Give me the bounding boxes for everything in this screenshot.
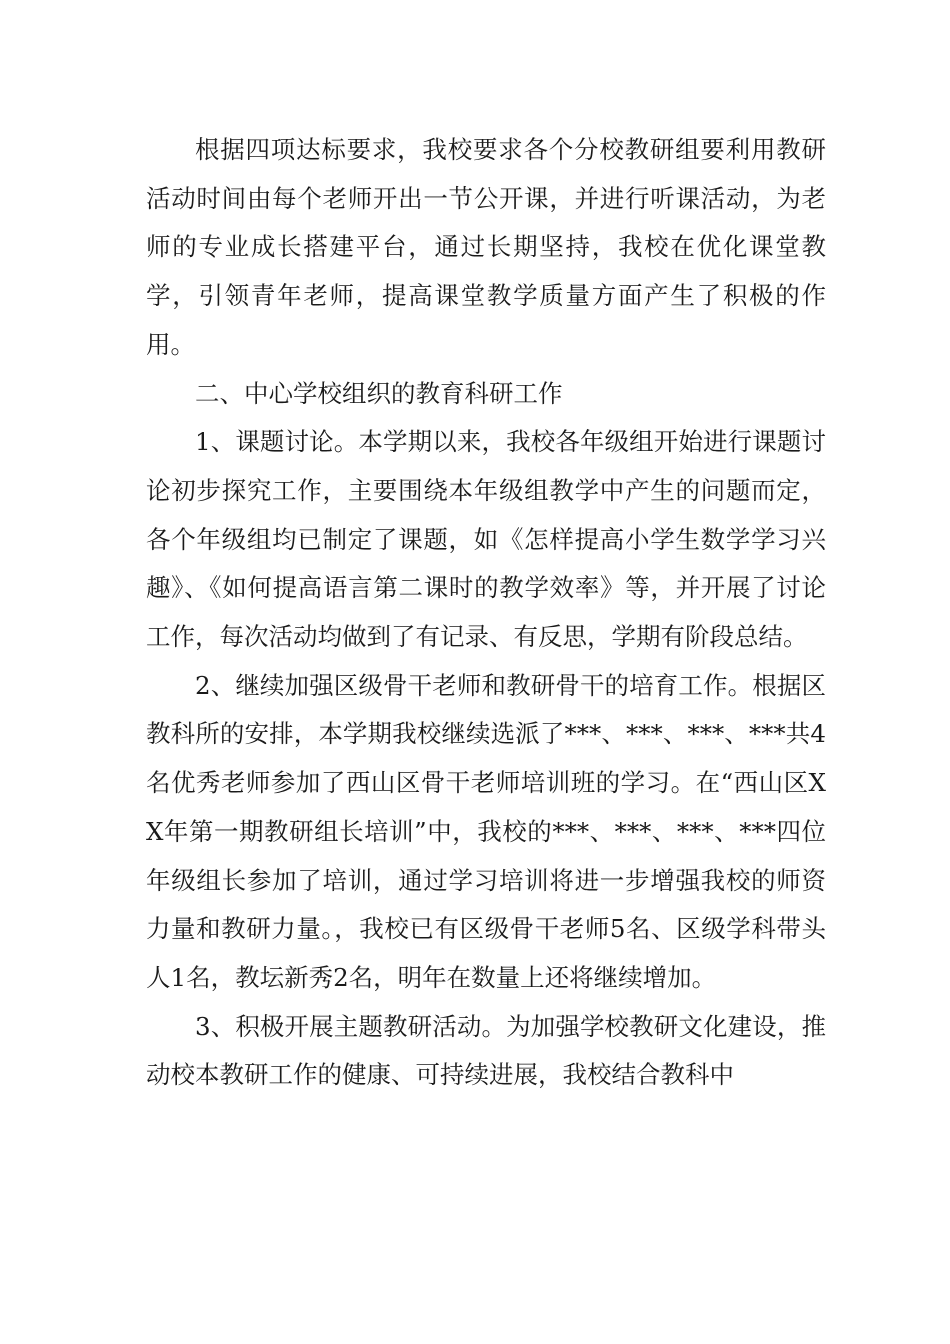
section-heading-research: 二、中心学校组织的教育科研工作 <box>195 378 563 408</box>
paragraph-backbone-teachers: 2、继续加强区级骨干老师和教研骨干的培育工作。根据区教科所的安排，本学期我校继续选派了***、***、***、***共4名优秀老师参加了西山区骨干老师培训班的学习。在“西山区XX年第一期教研组长培训”中，我校的***、***、***、***四位年级组长参加了培训，通过学习培训将进一步增强我校的师资力量和教研力量。，我校已有区级骨干老师5名、区级学科带头人1名，教坛新秀2名，明年在数量上还将继续增加。 <box>146 670 826 992</box>
paragraph-theme-research: 3、积极开展主题教研活动。为加强学校教研文化建设，推动校本教研工作的健康、可持续进展，我校结合教科中 <box>146 1011 826 1090</box>
document-body <box>146 126 826 1100</box>
paragraph-open-class: 根据四项达标要求，我校要求各个分校教研组要利用教研活动时间由每个老师开出一节公开课，并进行听课活动，为老师的专业成长搭建平台，通过长期坚持，我校在优化课堂教学，引领青年老师，提高课堂教学质量方面产生了积极的作用。 <box>146 135 826 359</box>
paragraph-topic-discussion: 1、课题讨论。本学期以来，我校各年级组开始进行课题讨论初步探究工作，主要围绕本年级组教学中产生的问题而定，各个年级组均已制定了课题，如《怎样提高小学生数学学习兴趣》、《如何提高语言第二课时的教学效率》等，并开展了讨论工作，每次活动均做到了有记录、有反思，学期有阶段总结。 <box>146 427 826 652</box>
